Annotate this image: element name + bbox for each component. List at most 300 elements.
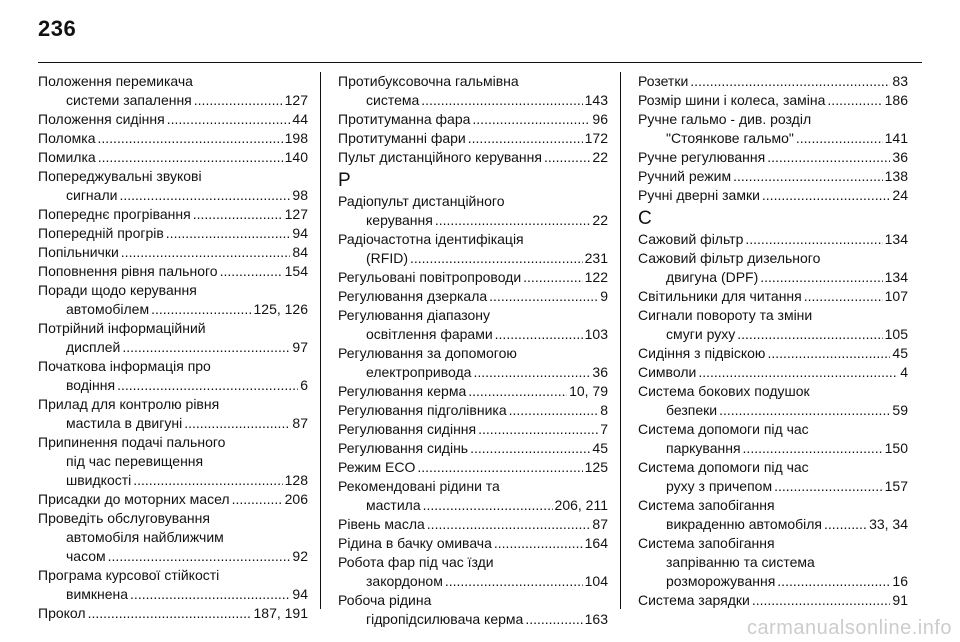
- index-entry-text: Протитуманна фара: [338, 111, 471, 127]
- index-entry-last-line: [638, 344, 908, 363]
- index-entry-text: безпеки: [666, 402, 718, 418]
- index-entry: [638, 110, 908, 148]
- dot-leader: [417, 458, 582, 477]
- dot-leader: [494, 534, 583, 553]
- index-entry-text: Система допомоги під час: [638, 421, 809, 437]
- index-entry-text: Програма курсової стійкості: [38, 567, 220, 583]
- index-entry-text: Рівень масла: [338, 516, 425, 532]
- dot-leader: [220, 262, 283, 281]
- index-page-ref: 36: [892, 149, 908, 165]
- index-entry-last-line: [38, 148, 308, 167]
- index-entry: [38, 604, 308, 623]
- dot-leader: [525, 610, 582, 629]
- index-entry-text: Попереднє прогрівання: [38, 206, 191, 222]
- index-entry-text: автомобіля найближчим: [66, 529, 224, 545]
- index-entry-text: викраденню автомобіля: [666, 516, 823, 532]
- dot-leader: [760, 268, 882, 287]
- index-entry: [638, 363, 908, 382]
- index-entry-text: Режим ECO: [338, 459, 416, 475]
- index-entry: [638, 249, 908, 287]
- index-entry: [38, 281, 308, 319]
- index-page-ref: 186: [884, 92, 908, 108]
- index-entry: [338, 148, 608, 167]
- index-entry-last-line: [638, 287, 908, 306]
- index-entry-last-line: [638, 515, 908, 534]
- index-entry-text: Початкова інформація про: [38, 358, 211, 374]
- index-entry: [338, 72, 608, 110]
- index-entry: [638, 382, 908, 420]
- dot-leader: [151, 300, 251, 319]
- index-entry-text: двигуна (DPF): [666, 269, 759, 285]
- index-entry-last-line: [338, 534, 608, 553]
- dot-leader: [435, 211, 591, 230]
- dot-leader: [88, 604, 252, 623]
- index-page-ref: 127: [284, 92, 308, 108]
- index-entry: [338, 306, 608, 344]
- dot-leader: [468, 382, 567, 401]
- index-page-ref: 87: [292, 415, 308, 431]
- index-entry-last-line: [38, 376, 308, 395]
- index-entry-text: Ручний режим: [638, 168, 732, 184]
- index-entry-last-line: [338, 401, 608, 420]
- index-entry-text: під час перевищення: [66, 453, 204, 469]
- index-entry-last-line: [338, 287, 608, 306]
- index-page-ref: 140: [284, 149, 308, 165]
- index-entry-text: Радіопульт дистанційного: [338, 193, 505, 209]
- index-entry-text: руху з причепом: [666, 478, 773, 494]
- index-entry: [638, 458, 908, 496]
- index-entry-text: Система запобігання: [638, 535, 775, 551]
- index-entry-last-line: [338, 458, 608, 477]
- index-entry-text: Помилка: [38, 149, 96, 165]
- dot-leader: [752, 591, 891, 610]
- index-page-ref: 163: [584, 611, 608, 627]
- index-entry: [338, 344, 608, 382]
- dot-leader: [193, 205, 283, 224]
- index-entry-text: розморожування: [666, 573, 776, 589]
- index-page-ref: 10, 79: [569, 383, 608, 399]
- index-page-ref: 122: [584, 269, 608, 285]
- index-entry-last-line: [338, 382, 608, 401]
- index-entry-text: швидкості: [66, 472, 132, 488]
- index-page-ref: 87: [592, 516, 608, 532]
- index-entry: [338, 230, 608, 268]
- index-entry: [338, 553, 608, 591]
- index-entry-text: Прилад для контролю рівня: [38, 396, 220, 412]
- dot-leader: [473, 363, 590, 382]
- index-entry: [38, 148, 308, 167]
- index-entry-text: Радіочастотна ідентифікація: [338, 231, 524, 247]
- index-entry-text: Ручне регулювання: [638, 149, 766, 165]
- index-entry-last-line: [338, 439, 608, 458]
- index-entry-last-line: [638, 72, 908, 91]
- index-entry-last-line: [338, 572, 608, 591]
- index-entry-last-line: [38, 604, 308, 623]
- index-entry-text: Система запобігання: [638, 497, 775, 513]
- index-page-ref: 105: [884, 326, 908, 342]
- index-entry-last-line: [338, 515, 608, 534]
- index-page-ref: 96: [592, 111, 608, 127]
- index-entry-text: Регулювання керма: [338, 383, 467, 399]
- index-entry-text: Регулювання діапазону: [338, 307, 491, 323]
- index-entry-last-line: [638, 401, 908, 420]
- dot-leader: [184, 414, 290, 433]
- index-entry: [338, 401, 608, 420]
- index-page-ref: 128: [284, 472, 308, 488]
- index-entry-last-line: [338, 420, 608, 439]
- dot-leader: [167, 110, 291, 129]
- index-entry: [38, 566, 308, 604]
- index-entry: [38, 243, 308, 262]
- index-entry-last-line: [338, 110, 608, 129]
- index-entry: [338, 110, 608, 129]
- dot-leader: [745, 230, 882, 249]
- index-entry-last-line: [38, 300, 308, 319]
- index-entry-text: Присадки до моторних масел: [38, 491, 230, 507]
- page-number: 236: [38, 16, 77, 41]
- dot-leader: [121, 243, 291, 262]
- index-page-ref: 97: [292, 339, 308, 355]
- index-entry-text: системи запалення: [66, 92, 192, 108]
- column-divider: [320, 72, 321, 609]
- dot-leader: [427, 515, 591, 534]
- index-entry: [338, 129, 608, 148]
- index-entry: [38, 167, 308, 205]
- index-page-ref: 98: [292, 187, 308, 203]
- index-page-ref: 104: [584, 573, 608, 589]
- index-entry-text: Регулювання за допомогою: [338, 345, 517, 361]
- index-page-ref: 157: [884, 478, 908, 494]
- index-entry-text: паркування: [666, 440, 741, 456]
- index-entry-text: смуги руху: [666, 326, 736, 342]
- index-page-ref: 24: [892, 187, 908, 203]
- dot-leader: [472, 110, 590, 129]
- index-entry-last-line: [638, 91, 908, 110]
- index-entry: [338, 515, 608, 534]
- index-entry-text: Регульовані повітропроводи: [338, 269, 522, 285]
- index-page-ref: 9: [600, 288, 608, 304]
- index-letter-heading: Р: [338, 170, 351, 191]
- index-entry: [638, 306, 908, 344]
- index-entry-text: мастила: [366, 497, 421, 513]
- index-entry: [338, 382, 608, 401]
- index-entry-text: Припинення подачі пального: [38, 434, 226, 450]
- dot-leader: [119, 186, 290, 205]
- index-page-ref: 134: [884, 269, 908, 285]
- index-entry: [638, 186, 908, 205]
- index-page-ref: 84: [292, 244, 308, 260]
- index-entry-text: Розмір шини і колеса, заміна: [638, 92, 826, 108]
- index-entry-text: Ручне гальмо - див. розділ: [638, 111, 812, 127]
- index-page-ref: 125: [584, 459, 608, 475]
- dot-leader: [767, 344, 890, 363]
- index-page-ref: 143: [584, 92, 608, 108]
- dot-leader: [777, 572, 890, 591]
- index-entry-last-line: [338, 363, 608, 382]
- index-page-ref: 206, 211: [554, 497, 608, 513]
- index-letter-heading: С: [638, 208, 652, 229]
- dot-leader: [117, 376, 298, 395]
- index-entry-last-line: [638, 268, 908, 287]
- index-entry: [638, 72, 908, 91]
- index-entry-text: Потрійний інформаційний: [38, 320, 206, 336]
- index-entry-text: мастила в двигуні: [66, 415, 183, 431]
- index-page-ref: 134: [884, 231, 908, 247]
- index-page-ref: 91: [892, 592, 908, 608]
- index-entry: [638, 420, 908, 458]
- index-entry-last-line: [38, 262, 308, 281]
- index-entry: [38, 205, 308, 224]
- index-entry-text: Сигнали повороту та зміни: [638, 307, 813, 323]
- index-entry-text: Сидіння з підвіскою: [638, 345, 766, 361]
- index-entry-text: Регулювання дзеркала: [338, 288, 488, 304]
- index-entry-last-line: [638, 439, 908, 458]
- index-entry-text: Протибуксовочна гальмівна: [338, 73, 519, 89]
- index-entry-text: Рекомендовані рідини та: [338, 478, 500, 494]
- index-entry-text: Протитуманні фари: [338, 130, 466, 146]
- index-entry: [38, 490, 308, 509]
- index-page-ref: 22: [592, 212, 608, 228]
- dot-leader: [423, 496, 553, 515]
- index-entry: [638, 230, 908, 249]
- index-page-ref: 172: [584, 130, 608, 146]
- index-column-2: [338, 72, 608, 629]
- index-entry-text: закордоном: [366, 573, 443, 589]
- index-page-ref: 44: [292, 111, 308, 127]
- index-entry-last-line: [638, 129, 908, 148]
- index-entry: [38, 224, 308, 243]
- index-entry-text: Сажовий фільтр: [638, 231, 744, 247]
- dot-leader: [232, 490, 283, 509]
- index-entry-text: дисплей: [66, 339, 121, 355]
- dot-leader: [767, 148, 890, 167]
- watermark: carmanualsonline.info: [746, 617, 952, 639]
- index-page-ref: 6: [300, 377, 308, 393]
- index-entry-text: Пульт дистанційного керування: [338, 149, 542, 165]
- index-column-3: [638, 72, 908, 610]
- index-entry-last-line: [638, 230, 908, 249]
- index-page-ref: 103: [584, 326, 608, 342]
- index-entry-text: вимкнена: [66, 586, 129, 602]
- index-entry-text: Поради щодо керування: [38, 282, 197, 298]
- index-entry: [338, 458, 608, 477]
- index-entry-text: гідропідсилювача керма: [366, 611, 524, 627]
- index-entry-last-line: [38, 490, 308, 509]
- index-entry-text: Розетки: [638, 73, 689, 89]
- index-entry-text: Світильники для читання: [638, 288, 802, 304]
- index-entry-last-line: [338, 129, 608, 148]
- index-page-ref: 33, 34: [869, 516, 908, 532]
- index-entry-text: електропривода: [366, 364, 472, 380]
- index-page-ref: 206: [284, 491, 308, 507]
- index-entry: [338, 420, 608, 439]
- index-entry-last-line: [338, 211, 608, 230]
- dot-leader: [762, 186, 891, 205]
- index-entry: [38, 509, 308, 566]
- index-entry-text: часом: [66, 548, 106, 564]
- index-page-ref: 141: [884, 130, 908, 146]
- index-entry: [338, 287, 608, 306]
- index-entry-last-line: [38, 471, 308, 490]
- index-entry-last-line: [38, 224, 308, 243]
- index-entry-text: (RFID): [366, 250, 408, 266]
- dot-leader: [445, 572, 583, 591]
- index-entry-last-line: [638, 591, 908, 610]
- index-entry-last-line: [38, 338, 308, 357]
- index-page-ref: 94: [292, 586, 308, 602]
- index-entry-last-line: [338, 249, 608, 268]
- dot-leader: [827, 91, 882, 110]
- index-page-ref: 7: [600, 421, 608, 437]
- index-entry: [638, 496, 908, 534]
- index-entry: [338, 439, 608, 458]
- index-entry-text: Робота фар під час їзди: [338, 554, 494, 570]
- dot-leader: [108, 547, 291, 566]
- dot-leader: [489, 287, 598, 306]
- dot-leader: [523, 268, 582, 287]
- index-columns: [0, 72, 960, 627]
- index-entry-last-line: [38, 547, 308, 566]
- index-page-ref: 8: [600, 402, 608, 418]
- index-entry-last-line: [38, 110, 308, 129]
- index-page-ref: 127: [284, 206, 308, 222]
- index-entry-last-line: [38, 205, 308, 224]
- index-entry: [38, 433, 308, 490]
- index-entry-last-line: [338, 496, 608, 515]
- index-entry-last-line: [338, 148, 608, 167]
- index-entry-last-line: [638, 186, 908, 205]
- dot-leader: [421, 91, 582, 110]
- index-entry: [638, 287, 908, 306]
- index-entry-text: Регулювання сидінь: [338, 440, 469, 456]
- dot-leader: [98, 148, 283, 167]
- index-entry-last-line: [638, 167, 908, 186]
- index-entry-last-line: [38, 414, 308, 433]
- header-rule: [38, 62, 922, 63]
- index-entry-text: Рідина в бачку омивача: [338, 535, 492, 551]
- dot-leader: [743, 439, 883, 458]
- dot-leader: [470, 439, 590, 458]
- index-entry-last-line: [638, 477, 908, 496]
- index-entry: [338, 477, 608, 515]
- index-entry-text: Система допомоги під час: [638, 459, 809, 475]
- index-entry-text: система: [366, 92, 420, 108]
- index-entry: [38, 395, 308, 433]
- dot-leader: [733, 167, 883, 186]
- index-entry: [338, 268, 608, 287]
- index-entry: [338, 591, 608, 629]
- index-entry-last-line: [38, 129, 308, 148]
- dot-leader: [774, 477, 883, 496]
- index-entry-text: запріванню та система: [666, 554, 815, 570]
- index-entry: [638, 591, 908, 610]
- index-entry-text: Попередній прогрів: [38, 225, 164, 241]
- index-entry: [338, 534, 608, 553]
- index-page-ref: 231: [584, 250, 608, 266]
- index-entry-text: Поповнення рівня пального: [38, 263, 218, 279]
- index-page-ref: 4: [900, 364, 908, 380]
- index-page-ref: 107: [884, 288, 908, 304]
- index-entry-text: Проведіть обслуговування: [38, 510, 210, 526]
- index-entry-text: Ручні дверні замки: [638, 187, 760, 203]
- index-entry: [638, 534, 908, 591]
- index-page-ref: 45: [892, 345, 908, 361]
- index-column-1: [38, 72, 308, 623]
- dot-leader: [133, 471, 282, 490]
- dot-leader: [719, 401, 890, 420]
- index-entry: [638, 148, 908, 167]
- dot-leader: [122, 338, 290, 357]
- index-entry: [38, 72, 308, 110]
- index-entry-text: Прокол: [38, 605, 86, 621]
- index-entry: [638, 91, 908, 110]
- column-divider: [620, 72, 621, 609]
- index-page-ref: 94: [292, 225, 308, 241]
- index-entry-text: Сажовий фільтр дизельного: [638, 250, 821, 266]
- dot-leader: [166, 224, 291, 243]
- dot-leader: [98, 129, 283, 148]
- dot-leader: [796, 129, 883, 148]
- index-entry-text: Система бокових подушок: [638, 383, 810, 399]
- index-entry: [38, 110, 308, 129]
- index-page-ref: 187, 191: [253, 605, 308, 621]
- index-page-ref: 22: [592, 149, 608, 165]
- index-entry-text: Попільнички: [38, 244, 119, 260]
- index-page-ref: 138: [884, 168, 908, 184]
- index-entry-last-line: [638, 148, 908, 167]
- index-page-ref: 45: [592, 440, 608, 456]
- index-entry-text: Робоча рідина: [338, 592, 432, 608]
- index-page-ref: 59: [892, 402, 908, 418]
- index-entry: [638, 344, 908, 363]
- index-page-ref: 125, 126: [253, 301, 308, 317]
- index-entry-last-line: [638, 325, 908, 344]
- index-entry-last-line: [638, 572, 908, 591]
- index-entry-last-line: [38, 585, 308, 604]
- dot-leader: [698, 363, 898, 382]
- dot-leader: [824, 515, 867, 534]
- dot-leader: [804, 287, 883, 306]
- index-entry: [338, 192, 608, 230]
- index-page-ref: 164: [584, 535, 608, 551]
- index-entry-text: Регулювання підголівника: [338, 402, 507, 418]
- index-page-ref: 16: [892, 573, 908, 589]
- index-entry: [38, 129, 308, 148]
- index-entry: [38, 357, 308, 395]
- index-entry-text: Регулювання сидіння: [338, 421, 477, 437]
- index-entry-last-line: [338, 91, 608, 110]
- index-entry-last-line: [338, 268, 608, 287]
- index-page-ref: 198: [284, 130, 308, 146]
- index-entry-last-line: [638, 363, 908, 382]
- dot-leader: [737, 325, 882, 344]
- index-entry-text: Попереджувальні звукові: [38, 168, 202, 184]
- index-entry-text: освітлення фарами: [366, 326, 493, 342]
- index-entry-last-line: [38, 186, 308, 205]
- index-entry-text: керування: [366, 212, 433, 228]
- index-entry-last-line: [338, 325, 608, 344]
- index-page-ref: 36: [592, 364, 608, 380]
- index-page-ref: 83: [892, 73, 908, 89]
- index-page-ref: 92: [292, 548, 308, 564]
- index-entry-text: Поломка: [38, 130, 96, 146]
- dot-leader: [478, 420, 598, 439]
- index-entry-last-line: [38, 91, 308, 110]
- index-entry-text: Положення сидіння: [38, 111, 165, 127]
- index-entry: [38, 319, 308, 357]
- index-entry-text: Символи: [638, 364, 697, 380]
- index-entry-text: водіння: [66, 377, 116, 393]
